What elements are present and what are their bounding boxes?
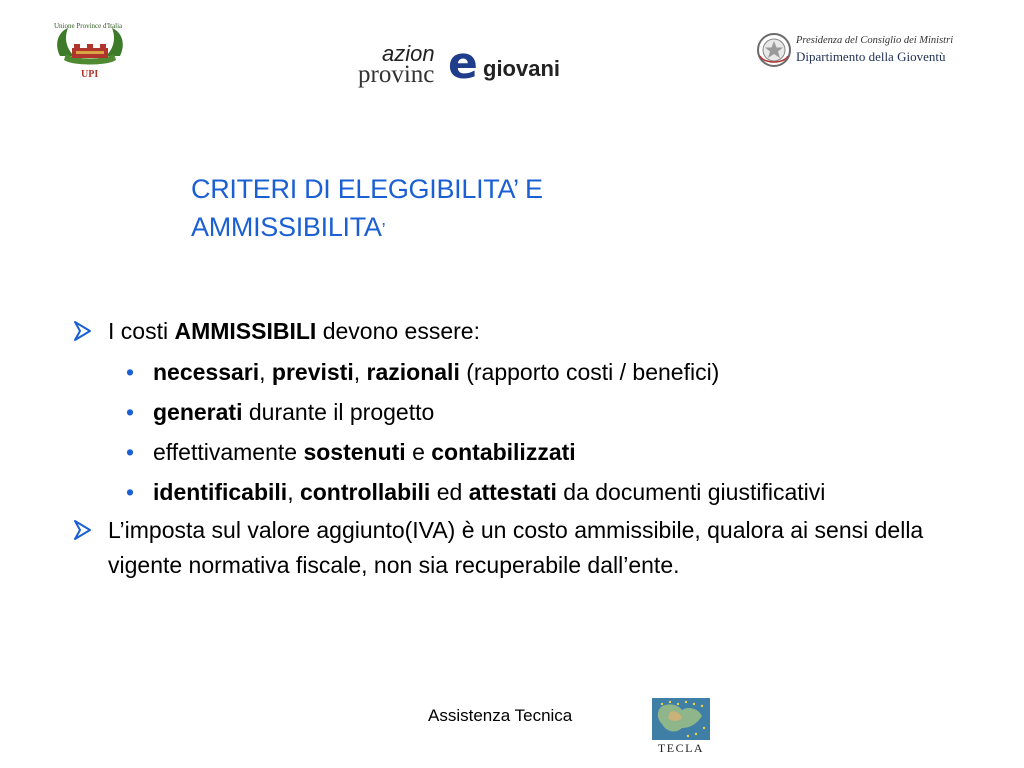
list-item <box>70 314 970 349</box>
sub-item-bold: contabilizzati <box>431 439 576 465</box>
item-text: devono essere: <box>316 318 480 344</box>
sub-item-text: , <box>353 359 367 385</box>
azione-giovani-wordmark <box>356 40 606 88</box>
azione-province-giovani-logo <box>356 40 606 88</box>
sub-list-item <box>70 355 970 389</box>
sub-item-text: , <box>287 479 300 505</box>
footer-assistenza-tecnica: Assistenza Tecnica <box>428 706 573 725</box>
tecla-label: TECLA <box>657 741 705 755</box>
upi-bottom-text: UPI <box>81 69 99 80</box>
slide-body <box>70 314 970 583</box>
logo-word-azion: azion <box>382 41 435 66</box>
arrow-bullet-icon <box>72 519 94 541</box>
sub-list-item <box>70 475 853 509</box>
logo-word-provinc: provinc <box>358 61 435 88</box>
sub-item-bold: generati <box>153 399 243 425</box>
sub-list-item <box>70 395 970 429</box>
sub-item-text: ed <box>430 479 469 505</box>
sub-item-text: , <box>259 359 272 385</box>
upi-top-text: Unione Province d'Italia <box>54 22 123 30</box>
sub-item-text: (rapporto costi / benefici) <box>459 359 720 385</box>
slide-title <box>191 170 711 249</box>
list-item <box>70 513 958 583</box>
bullet-dot-icon: • <box>126 359 135 385</box>
sub-list-item <box>70 435 970 469</box>
sub-item-bold: attestati <box>468 479 557 505</box>
presidenza-text: Presidenza del Consiglio dei Ministri <box>796 35 954 46</box>
item-text: I costi <box>108 318 175 344</box>
sub-item-bold: necessari <box>153 359 260 385</box>
logo-letter-e: e <box>448 40 478 88</box>
title-line-2 <box>191 208 711 249</box>
logo-word-giovani: giovani <box>483 56 561 81</box>
sub-item-text: da documenti giustificativi <box>556 479 826 505</box>
title-apostrophe: ’ <box>381 220 386 240</box>
sub-item-bold: previsti <box>271 359 354 385</box>
upi-logo <box>50 20 130 82</box>
arrow-bullet-icon <box>72 320 94 342</box>
title-line-1: CRITERI DI ELEGGIBILITA’ E <box>191 174 543 204</box>
dipartimento-gioventu-logo <box>756 32 966 72</box>
dipartimento-text: Dipartimento della Gioventù <box>796 49 946 64</box>
bullet-dot-icon: • <box>126 399 135 425</box>
italian-republic-emblem-icon <box>756 32 792 68</box>
sub-item-text: effettivamente <box>153 439 304 465</box>
sub-item-bold: identificabili <box>153 479 288 505</box>
sub-item-bold: sostenuti <box>303 439 406 465</box>
tecla-europe-map-icon <box>652 698 710 740</box>
bullet-dot-icon: • <box>126 439 135 465</box>
tecla-logo <box>650 698 712 758</box>
item-text: L’imposta sul valore aggiunto(IVA) è un costo ammissibile, qualora ai sensi della vigente normativa fiscale, non sia recuperabile dall’ente. <box>108 517 924 578</box>
title-line-2-text: AMMISSIBILITA <box>191 212 382 242</box>
sub-item-text: durante il progetto <box>242 399 435 425</box>
bullet-dot-icon: • <box>126 479 135 505</box>
sub-item-bold: razionali <box>366 359 460 385</box>
sub-item-bold: controllabili <box>299 479 431 505</box>
sub-item-text: e <box>405 439 432 465</box>
item-text-bold: AMMISSIBILI <box>174 318 317 344</box>
